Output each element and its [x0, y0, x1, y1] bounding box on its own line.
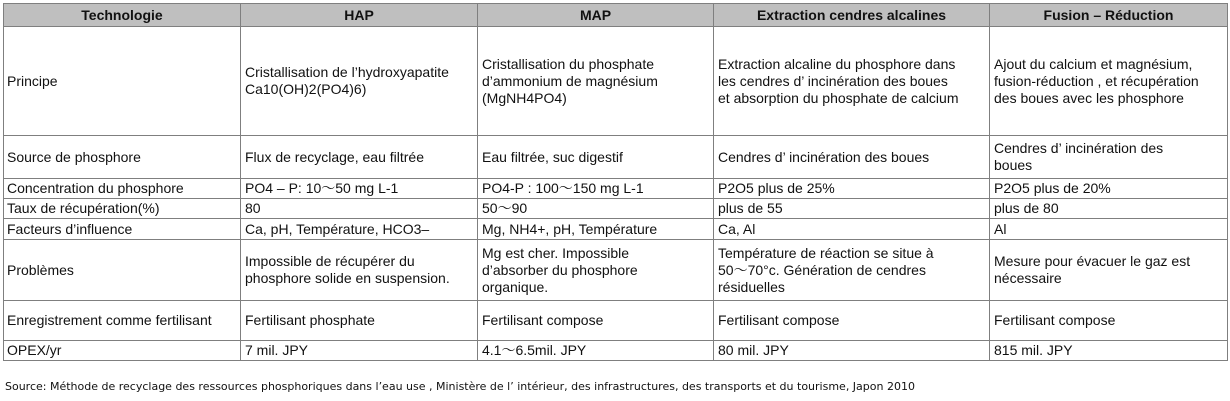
- table-cell: PO4 – P: 10～50 mg L-1: [241, 179, 478, 199]
- table-header-row: [4, 4, 1228, 27]
- table-cell: Ca, Al: [714, 219, 990, 240]
- comparison-table-container: [3, 3, 1227, 361]
- table-cell: Cendres d’ incinération des boues: [714, 136, 990, 179]
- row-label: Enregistrement comme fertilisant: [4, 301, 241, 341]
- table-row-facteurs: [4, 219, 1228, 240]
- row-label: Taux de récupération(%): [4, 199, 241, 219]
- table-cell: Ajout du calcium et magnésium, fusion-réduction , et récupération des boues avec les phosphore: [990, 27, 1228, 136]
- table-cell: 80 mil. JPY: [714, 341, 990, 361]
- header-hap: HAP: [241, 4, 478, 27]
- table-cell: P2O5 plus de 25%: [714, 179, 990, 199]
- row-label: Source de phosphore: [4, 136, 241, 179]
- table-cell: Cristallisation du phosphate d’ammonium de magnésium (MgNH4PO4): [478, 27, 714, 136]
- table-cell: Eau filtrée, suc digestif: [478, 136, 714, 179]
- table-cell: 50～90: [478, 199, 714, 219]
- table-cell: Al: [990, 219, 1228, 240]
- table-cell: Cristallisation de l’hydroxyapatite Ca10(OH)2(PO4)6): [241, 27, 478, 136]
- table-cell: plus de 80: [990, 199, 1228, 219]
- table-cell: Cendres d’ incinération des boues: [990, 136, 1228, 179]
- table-cell: Mesure pour évacuer le gaz est nécessaire: [990, 240, 1228, 301]
- row-label: Concentration du phosphore: [4, 179, 241, 199]
- table-cell: Température de réaction se situe à 50～70°c. Génération de cendres résiduelles: [714, 240, 990, 301]
- table-row-concentration: [4, 179, 1228, 199]
- row-label: Problèmes: [4, 240, 241, 301]
- table-row-problemes: [4, 240, 1228, 301]
- row-label: Principe: [4, 27, 241, 136]
- table-row-taux: [4, 199, 1228, 219]
- source-note: Source: Méthode de recyclage des ressources phosphoriques dans l’eau use , Ministère de l’ intérieur, des infrastructures, des transports et du tourisme, Japon 2010: [5, 380, 915, 393]
- table-cell: Flux de recyclage, eau filtrée: [241, 136, 478, 179]
- table-cell: plus de 55: [714, 199, 990, 219]
- table-cell: Fertilisant compose: [478, 301, 714, 341]
- phosphorus-recycling-comparison-table: [3, 3, 1228, 361]
- row-label: Facteurs d’influence: [4, 219, 241, 240]
- table-cell: Mg est cher. Impossible d’absorber du phosphore organique.: [478, 240, 714, 301]
- table-cell: 815 mil. JPY: [990, 341, 1228, 361]
- table-row-source: [4, 136, 1228, 179]
- table-cell: Mg, NH4+, pH, Température: [478, 219, 714, 240]
- table-cell: 80: [241, 199, 478, 219]
- table-row-opex: [4, 341, 1228, 361]
- table-cell: Fertilisant compose: [714, 301, 990, 341]
- header-map: MAP: [478, 4, 714, 27]
- table-row-enregistrement: [4, 301, 1228, 341]
- table-cell: 4.1～6.5mil. JPY: [478, 341, 714, 361]
- table-cell: Ca, pH, Température, HCO3–: [241, 219, 478, 240]
- table-cell: 7 mil. JPY: [241, 341, 478, 361]
- table-cell: PO4-P : 100～150 mg L-1: [478, 179, 714, 199]
- table-cell: P2O5 plus de 20%: [990, 179, 1228, 199]
- table-cell: Impossible de récupérer du phosphore solide en suspension.: [241, 240, 478, 301]
- table-cell: Fertilisant phosphate: [241, 301, 478, 341]
- table-cell: Extraction alcaline du phosphore dans les cendres d’ incinération des boues et absorption du phosphate de calcium: [714, 27, 990, 136]
- row-label: OPEX/yr: [4, 341, 241, 361]
- header-fusion: Fusion – Réduction: [990, 4, 1228, 27]
- table-cell: Fertilisant compose: [990, 301, 1228, 341]
- table-row-principe: [4, 27, 1228, 136]
- header-extraction: Extraction cendres alcalines: [714, 4, 990, 27]
- header-technologie: Technologie: [4, 4, 241, 27]
